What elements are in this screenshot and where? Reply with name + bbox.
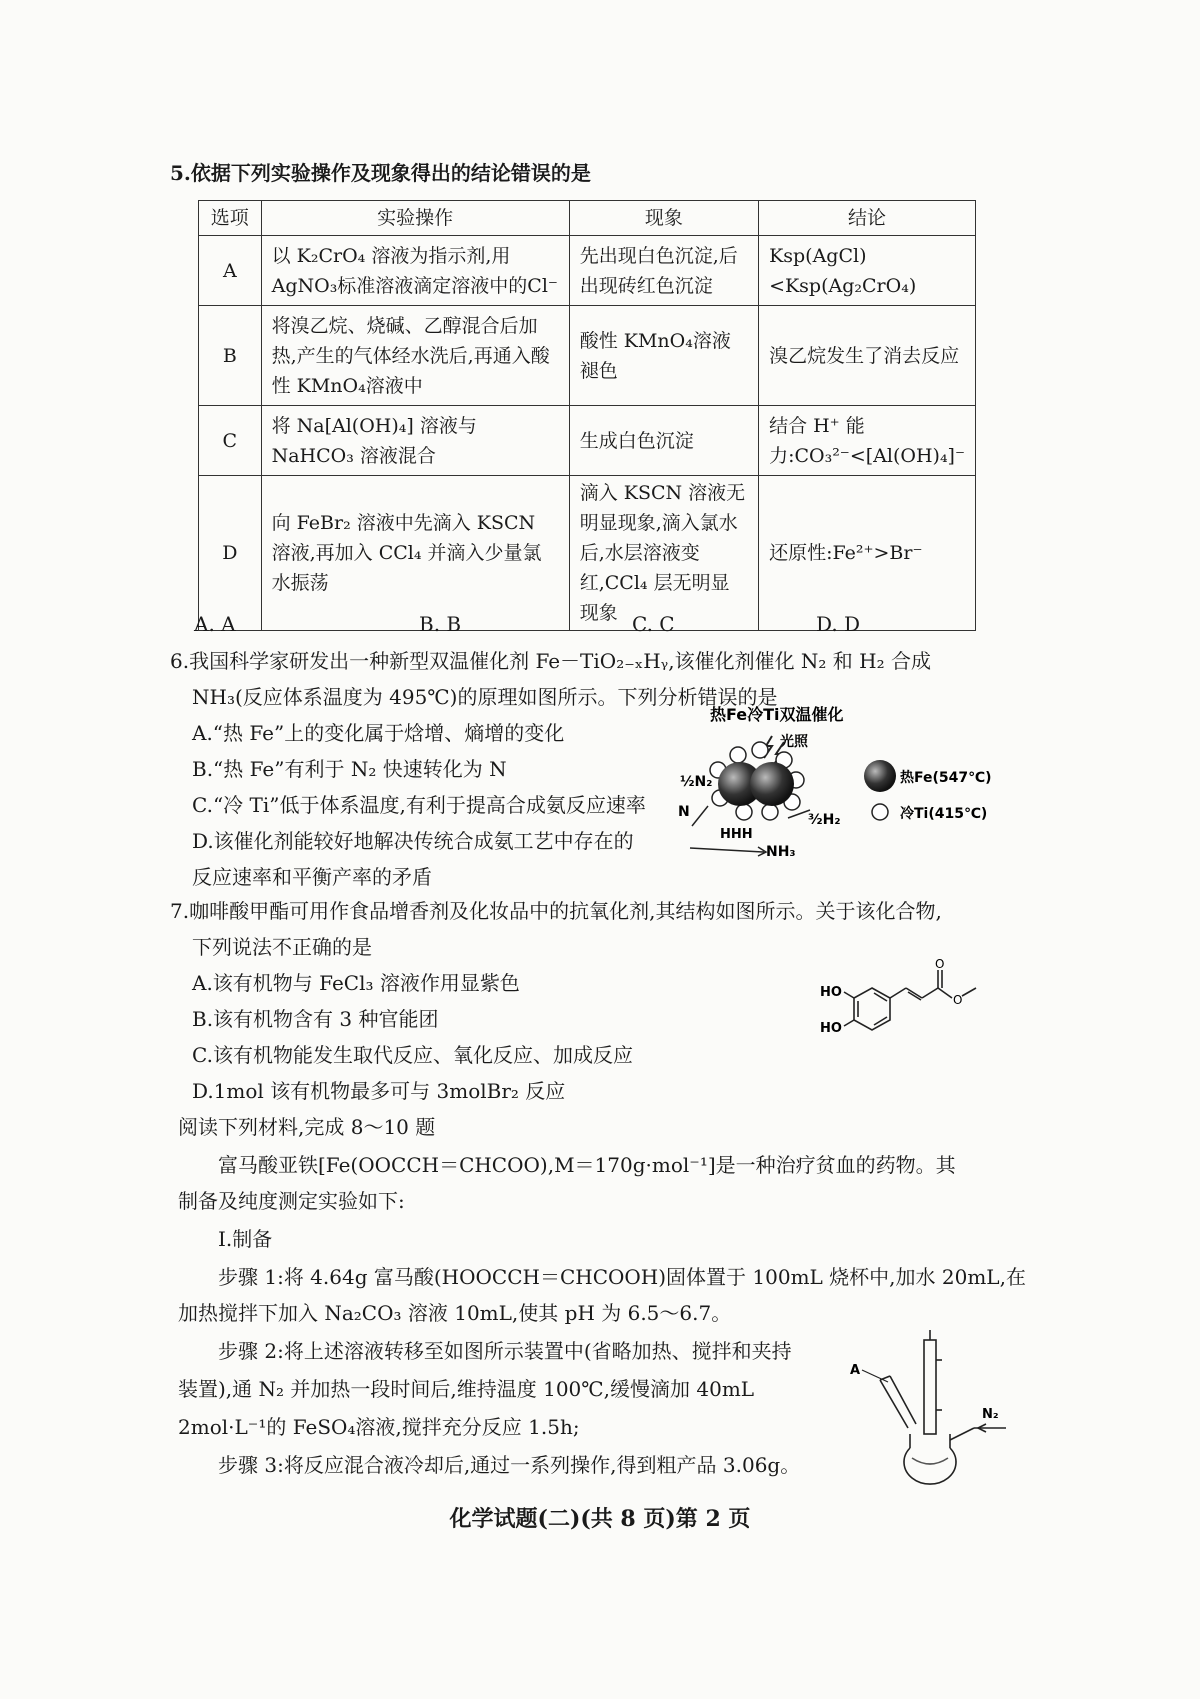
choice-d[interactable]: D. D (816, 612, 861, 636)
row-phenomenon: 酸性 KMnO₄溶液褪色 (569, 306, 758, 406)
q7-option-c[interactable]: C.该有机物能发生取代反应、氧化反应、加成反应 (192, 1043, 633, 1067)
row-phenomenon: 滴入 KSCN 溶液无明显现象,滴入氯水后,水层溶液变红,CCl₄ 层无明显现象 (569, 476, 758, 631)
apparatus-label-n2: N₂ (982, 1407, 999, 1422)
q6-option-c[interactable]: C.“冷 Ti”低于体系温度,有利于提高合成氨反应速率 (192, 793, 646, 817)
step1-line2: 加热搅拌下加入 Na₂CO₃ 溶液 10mL,使其 pH 为 6.5～6.7。 (178, 1301, 732, 1325)
q5-title: 5.依据下列实验操作及现象得出的结论错误的是 (170, 161, 591, 185)
choice-b[interactable]: B. B (419, 612, 462, 636)
row-conclusion: 溴乙烷发生了消去反应 (759, 306, 976, 406)
choice-c[interactable]: C. C (632, 612, 675, 636)
header-conclusion: 结论 (759, 201, 976, 236)
ester-o-label: O (953, 993, 963, 1007)
row-option: B (199, 306, 262, 406)
hot-fe-atoms (718, 762, 794, 806)
reading-p1-line2: 制备及纯度测定实验如下: (178, 1189, 405, 1213)
fig-title: 热Fe冷Ti双温催化 (710, 705, 844, 724)
row-phenomenon: 生成白色沉淀 (569, 406, 758, 476)
legend-ti-label: 冷Ti(415℃) (900, 806, 988, 822)
reading-section-title: Ⅰ.制备 (218, 1227, 273, 1251)
reading-intro: 阅读下列材料,完成 8～10 题 (178, 1115, 436, 1139)
q6-option-d-cont: 反应速率和平衡产率的矛盾 (192, 865, 432, 889)
q6-option-b[interactable]: B.“热 Fe”有利于 N₂ 快速转化为 N (192, 757, 507, 781)
fig-nh3-label: NH₃ (766, 844, 796, 860)
row-conclusion: 结合 H⁺ 能力:CO₃²⁻<[Al(OH)₄]⁻ (759, 406, 976, 476)
row-phenomenon: 先出现白色沉淀,后出现砖红色沉淀 (569, 236, 758, 306)
apparatus-figure (850, 1330, 1010, 1480)
step2-line1: 步骤 2:将上述溶液转移至如图所示装置中(省略加热、搅拌和夹持 (218, 1339, 792, 1363)
table-row (199, 476, 976, 631)
choice-a[interactable]: A. A (194, 612, 236, 636)
table-header-row (199, 201, 976, 236)
row-option: D (199, 476, 262, 631)
fig-light-label: 光照 (780, 734, 808, 750)
fig-n2-label: ½N₂ (680, 774, 713, 790)
row-option: C (199, 406, 262, 476)
q7-stem-line2: 下列说法不正确的是 (192, 935, 372, 959)
q6-option-a[interactable]: A.“热 Fe”上的变化属于焓增、熵增的变化 (192, 721, 565, 745)
benzene-ring (854, 988, 890, 1030)
table-row (199, 236, 976, 306)
legend-fe-swatch (864, 760, 896, 792)
q7-stem-line1: 7.咖啡酸甲酯可用作食品增香剂及化妆品中的抗氧化剂,其结构如图所示。关于该化合物, (170, 899, 942, 923)
q7-option-b[interactable]: B.该有机物含有 3 种官能团 (192, 1007, 439, 1031)
q6-option-d[interactable]: D.该催化剂能较好地解决传统合成氨工艺中存在的 (192, 829, 634, 853)
flask (904, 1434, 956, 1484)
fig-h2-label: ³⁄₂H₂ (808, 812, 841, 828)
page-footer: 化学试题(二)(共 8 页)第 2 页 (449, 1506, 751, 1532)
step1-line1: 步骤 1:将 4.64g 富马酸(HOOCCH＝CHCOOH)固体置于 100mL 烧杯中,加水 20mL,在 (218, 1265, 1026, 1289)
row-operation: 向 FeBr₂ 溶液中先滴入 KSCN 溶液,再加入 CCl₄ 并滴入少量氯水振荡 (261, 476, 569, 631)
row-option: A (199, 236, 262, 306)
step3-line: 步骤 3:将反应混合液冷却后,通过一系列操作,得到粗产品 3.06g。 (218, 1453, 801, 1477)
step2-line3: 2mol·L⁻¹的 FeSO₄溶液,搅拌充分反应 1.5h; (178, 1415, 580, 1439)
step2-line2: 装置),通 N₂ 并加热一段时间后,维持温度 100℃,缓慢滴加 40mL (178, 1377, 755, 1401)
row-operation: 将溴乙烷、烧碱、乙醇混合后加热,产生的气体经水洗后,再通入酸性 KMnO₄溶液中 (261, 306, 569, 406)
fig-hhh-label: HHH (720, 827, 753, 842)
condenser (924, 1330, 942, 1434)
row-operation: 将 Na[Al(OH)₄] 溶液与 NaHCO₃ 溶液混合 (261, 406, 569, 476)
q6-stem-line1: 6.我国科学家研发出一种新型双温催化剂 Fe－TiO₂₋ₓHᵧ,该催化剂催化 N₂ 和 H₂ 合成 (170, 649, 931, 673)
q7-option-d[interactable]: D.1mol 该有机物最多可与 3molBr₂ 反应 (192, 1079, 566, 1103)
legend-ti-swatch (872, 804, 888, 820)
q7-structure-figure (820, 958, 980, 1058)
carbonyl-o-label: O (935, 957, 945, 971)
ho-label-2: HO (820, 1021, 842, 1036)
q5-table (198, 200, 976, 631)
fig-n-label: N (678, 804, 690, 820)
row-conclusion: Ksp(AgCl)<Ksp(Ag₂CrO₄) (759, 236, 976, 306)
table-row (199, 306, 976, 406)
row-operation: 以 K₂CrO₄ 溶液为指示剂,用AgNO₃标准溶液滴定溶液中的Cl⁻ (261, 236, 569, 306)
reading-p1-line1: 富马酸亚铁[Fe(OOCCH＝CHCOO),M＝170g·mol⁻¹]是一种治疗贫血的药物。其 (218, 1153, 956, 1177)
table-row (199, 406, 976, 476)
gas-inlet-tube (950, 1424, 1006, 1440)
q6-catalyst-figure (680, 700, 1000, 860)
apparatus-label-a: A (850, 1363, 861, 1378)
dropping-funnel (880, 1376, 916, 1428)
header-operation: 实验操作 (261, 201, 569, 236)
ho-label-1: HO (820, 985, 842, 1000)
header-option: 选项 (199, 201, 262, 236)
legend-fe-label: 热Fe(547℃) (900, 770, 992, 786)
q6-stem-line2: NH₃(反应体系温度为 495℃)的原理如图所示。下列分析错误的是 (192, 685, 778, 709)
header-phenomenon: 现象 (569, 201, 758, 236)
row-conclusion: 还原性:Fe²⁺>Br⁻ (759, 476, 976, 631)
q7-option-a[interactable]: A.该有机物与 FeCl₃ 溶液作用显紫色 (192, 971, 520, 995)
